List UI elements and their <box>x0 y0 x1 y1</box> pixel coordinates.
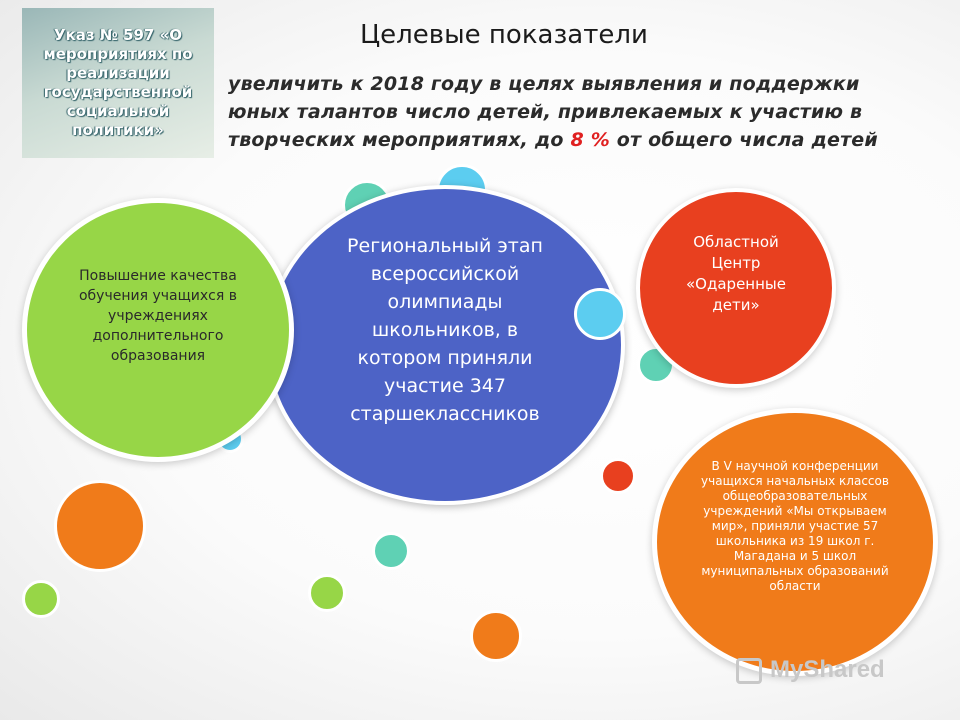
olympiad-circle <box>265 185 625 505</box>
dot-blue-right <box>574 288 626 340</box>
dot-green-bottom <box>308 574 346 612</box>
education-quality-circle <box>22 198 294 462</box>
watermark-icon <box>736 658 762 684</box>
dot-orange-bottom <box>470 610 522 662</box>
watermark-text: MyShared <box>770 656 885 683</box>
dot-red-small <box>600 458 636 494</box>
page-title: Целевые показатели <box>360 20 648 50</box>
goal-percent: 8 % <box>570 129 610 151</box>
olympiad-text: Региональный этап всероссийской олимпиады школьников, в котором приняли участие 347 старшеклассников <box>347 235 543 425</box>
gifted-children-center-text: Областной Центр «Одаренные дети» <box>686 233 786 314</box>
conference-text: В V научной конференции учащихся начальных классов общеобразовательных учреждений «Мы открываем мир», приняли участие 57 школьника из 19 школ г. Магадана и 5 школ муниципальных образований области <box>701 458 889 593</box>
dot-teal-bottom <box>372 532 410 570</box>
goal-statement <box>228 70 928 154</box>
decree-box <box>22 8 214 158</box>
decree-text: Указ № 597 «О мероприятиях по реализации государственной социальной политики» <box>43 26 193 139</box>
education-quality-text: Повышение качества обучения учащихся в учреждениях дополнительного образования <box>78 268 238 364</box>
goal-text-after: от общего числа детей <box>609 129 878 151</box>
dot-green-left <box>22 580 60 618</box>
dot-orange-left <box>54 480 146 572</box>
gifted-children-center-circle <box>636 188 836 388</box>
conference-circle <box>652 408 938 676</box>
goal-text-before: увеличить к 2018 году в целях выявления и поддержки юных талантов число детей, привлекаемых к участию в творческих мероприятиях, до <box>228 73 863 151</box>
